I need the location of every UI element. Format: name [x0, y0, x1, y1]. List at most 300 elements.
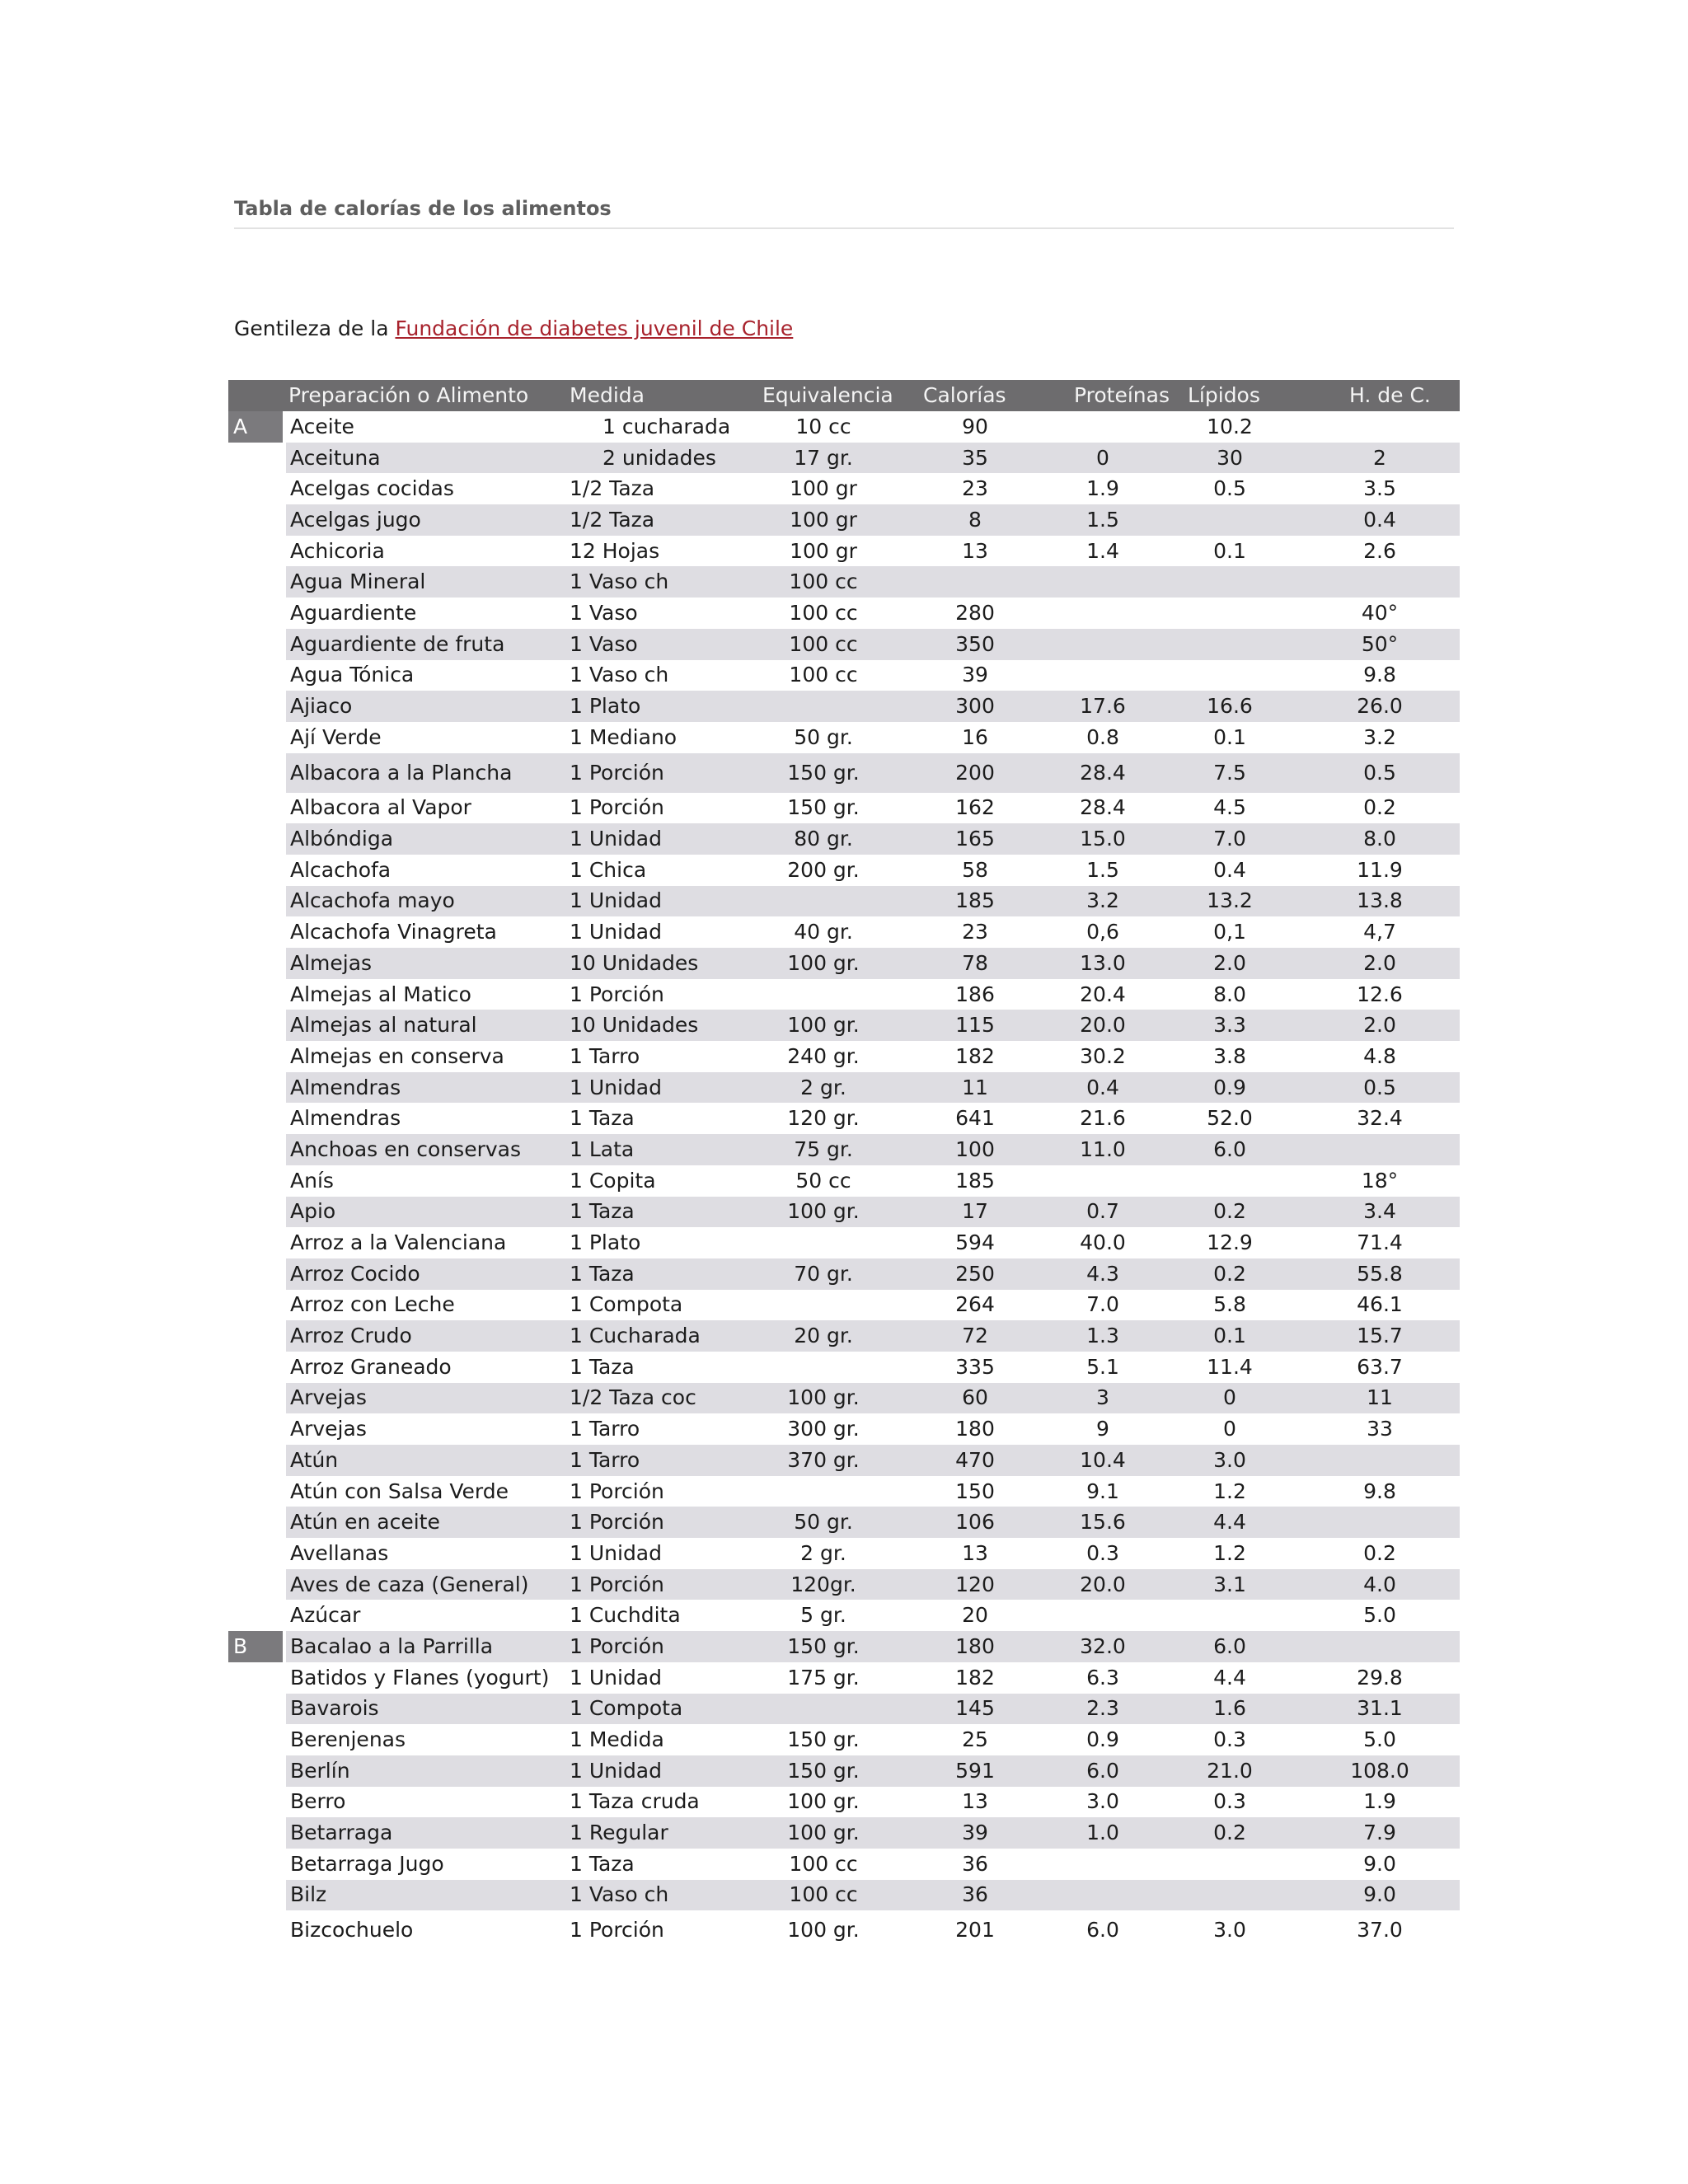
proteins-cell: 0.4 [1046, 1072, 1160, 1104]
calories-cell: 13 [962, 538, 988, 563]
carbohydrates-cell: 29.8 [1357, 1665, 1403, 1690]
table-row [228, 1041, 1460, 1072]
food-name-cell: Arroz a la Valenciana [290, 1230, 507, 1255]
lipids-cell: 3.8 [1213, 1043, 1246, 1068]
measure-cell: 10 Unidades [565, 948, 743, 979]
lipids-cell: 1.2 [1213, 1540, 1246, 1565]
equivalence-cell: 100 cc [789, 600, 858, 625]
equivalence-cell: 70 gr. [743, 1258, 904, 1290]
carbohydrates-cell [1300, 1631, 1460, 1662]
calorie-table [228, 380, 1460, 1950]
measure-cell: 1 Porción [565, 1569, 743, 1601]
lipids-cell: 3.0 [1213, 1918, 1246, 1943]
measure-cell: 1 Vaso ch [570, 663, 669, 687]
section-letter-cell [228, 629, 284, 660]
lipids-cell: 0.2 [1160, 1258, 1300, 1290]
calories-cell: 17 [904, 1197, 1046, 1228]
calories-cell: 335 [955, 1354, 995, 1379]
food-name-cell: Betarraga Jugo [290, 1851, 444, 1876]
proteins-cell: 0.7 [1046, 1197, 1160, 1228]
food-name-cell: Almendras [290, 1106, 401, 1131]
lipids-cell: 3.0 [1160, 1445, 1300, 1476]
lipids-cell: 4.4 [1160, 1507, 1300, 1538]
proteins-cell: 1.4 [1086, 538, 1119, 563]
measure-cell: 1 Tarro [570, 1043, 640, 1068]
proteins-cell: 17.6 [1046, 691, 1160, 722]
calories-cell: 35 [904, 443, 1046, 474]
lipids-cell: 0.1 [1213, 538, 1246, 563]
lipids-cell: 11.4 [1207, 1354, 1253, 1379]
measure-cell: 1 Porción [570, 982, 664, 1006]
lipids-cell: 0.2 [1160, 1817, 1300, 1849]
equivalence-cell: 150 gr. [787, 1727, 860, 1752]
carbohydrates-cell: 3.5 [1363, 476, 1396, 501]
measure-cell: 1 Cucharada [565, 1320, 743, 1352]
table-row [228, 1694, 1460, 1725]
table-header-row [228, 380, 1460, 411]
section-letter-cell [228, 1507, 284, 1538]
foundation-link[interactable]: Fundación de diabetes juvenil de Chile [395, 316, 794, 340]
measure-cell: 1 Copita [570, 1168, 656, 1193]
carbohydrates-cell: 40° [1361, 600, 1399, 625]
proteins-cell: 20.0 [1046, 1010, 1160, 1041]
proteins-cell: 32.0 [1046, 1631, 1160, 1662]
table-row [228, 660, 1460, 691]
carbohydrates-cell: 32.4 [1357, 1106, 1403, 1131]
section-letter-cell [228, 753, 284, 793]
header-equivalence: Equivalencia [743, 380, 904, 411]
calories-cell: 300 [904, 691, 1046, 722]
carbohydrates-cell: 9.8 [1363, 663, 1396, 687]
section-letter-cell [228, 1290, 284, 1321]
measure-cell: 1 Taza [570, 1851, 635, 1876]
table-row [228, 504, 1460, 536]
measure-cell: 1 Vaso [565, 629, 743, 660]
proteins-cell [1046, 1600, 1160, 1631]
section-letter-cell [228, 1413, 284, 1445]
section-letter-cell [228, 443, 284, 474]
measure-cell: 1 Plato [565, 691, 743, 722]
lipids-cell: 12.9 [1207, 1230, 1253, 1255]
carbohydrates-cell: 12.6 [1357, 982, 1403, 1006]
carbohydrates-cell: 5.0 [1363, 1603, 1396, 1628]
equivalence-cell: 10 cc [795, 414, 851, 438]
proteins-cell: 40.0 [1080, 1230, 1126, 1255]
food-name-cell: Alcachofa Vinagreta [290, 920, 497, 944]
lipids-cell [1160, 1849, 1300, 1880]
lipids-cell: 13.2 [1160, 886, 1300, 917]
measure-cell: 1 Compota [570, 1292, 683, 1317]
calories-cell [904, 566, 1046, 598]
table-row [228, 753, 1460, 793]
equivalence-cell: 40 gr. [794, 920, 853, 944]
calories-cell: 115 [904, 1010, 1046, 1041]
equivalence-cell: 100 gr. [743, 1197, 904, 1228]
proteins-cell: 20.0 [1046, 1569, 1160, 1601]
equivalence-cell [743, 1694, 904, 1725]
proteins-cell: 1.5 [1046, 504, 1160, 536]
food-name-cell: Albacora a la Plancha [284, 753, 565, 793]
measure-cell: 1 Chica [570, 857, 647, 882]
carbohydrates-cell: 31.1 [1300, 1694, 1460, 1725]
section-letter-cell [228, 1383, 284, 1414]
section-letter-cell [228, 473, 284, 504]
lipids-cell: 52.0 [1207, 1106, 1253, 1131]
calories-cell: 58 [962, 857, 988, 882]
equivalence-cell: 80 gr. [743, 823, 904, 855]
food-name-cell: Arroz Graneado [290, 1354, 452, 1379]
proteins-cell: 1.3 [1046, 1320, 1160, 1352]
measure-cell: 1 Mediano [570, 724, 678, 749]
food-name-cell: Acelgas jugo [284, 504, 565, 536]
carbohydrates-cell: 2.0 [1300, 948, 1460, 979]
equivalence-cell: 200 gr. [787, 857, 860, 882]
header-measure: Medida [565, 380, 743, 411]
food-name-cell: Apio [284, 1197, 565, 1228]
table-row [228, 722, 1460, 753]
calories-cell: 594 [955, 1230, 995, 1255]
measure-cell: 1 Medida [570, 1727, 664, 1752]
equivalence-cell: 100 gr. [743, 1010, 904, 1041]
table-body [228, 411, 1460, 1950]
carbohydrates-cell: 1.9 [1363, 1789, 1396, 1814]
calories-cell: 100 [904, 1134, 1046, 1165]
section-letter-cell [228, 660, 284, 691]
food-name-cell: Azúcar [290, 1603, 361, 1628]
calories-cell: 264 [955, 1292, 995, 1317]
proteins-cell: 28.4 [1080, 795, 1126, 820]
carbohydrates-cell: 50° [1300, 629, 1460, 660]
proteins-cell [1046, 1849, 1160, 1880]
equivalence-cell [743, 886, 904, 917]
food-name-cell: Bizcochuelo [290, 1918, 414, 1943]
equivalence-cell: 100 cc [743, 1880, 904, 1911]
equivalence-cell: 100 gr. [787, 1789, 860, 1814]
calories-cell: 145 [904, 1694, 1046, 1725]
calories-cell: 8 [904, 504, 1046, 536]
proteins-cell: 7.0 [1086, 1292, 1119, 1317]
carbohydrates-cell: 0.5 [1300, 753, 1460, 793]
equivalence-cell: 100 gr. [787, 1918, 860, 1943]
proteins-cell: 20.4 [1080, 982, 1126, 1006]
table-row [228, 598, 1460, 629]
proteins-cell: 30.2 [1080, 1043, 1126, 1068]
section-letter-cell [228, 1880, 284, 1911]
equivalence-cell: 100 gr [790, 476, 857, 501]
calories-cell: 201 [955, 1918, 995, 1943]
carbohydrates-cell: 4,7 [1363, 920, 1396, 944]
table-row [228, 1569, 1460, 1601]
measure-cell: 1 Vaso ch [565, 1880, 743, 1911]
lipids-cell: 7.0 [1160, 823, 1300, 855]
equivalence-cell: 120gr. [743, 1569, 904, 1601]
equivalence-cell [743, 979, 904, 1010]
proteins-cell: 10.4 [1046, 1445, 1160, 1476]
food-name-cell: Arroz Cocido [284, 1258, 565, 1290]
calories-cell: 182 [955, 1665, 995, 1690]
calories-cell: 162 [955, 795, 995, 820]
equivalence-cell: 50 cc [795, 1168, 851, 1193]
table-row [228, 473, 1460, 504]
lipids-cell: 0 [1160, 1383, 1300, 1414]
lipids-cell: 5.8 [1213, 1292, 1246, 1317]
measure-cell: 1 Lata [565, 1134, 743, 1165]
lipids-cell: 1.6 [1160, 1694, 1300, 1725]
table-row [228, 1631, 1460, 1662]
proteins-cell: 1.5 [1086, 857, 1119, 882]
courtesy-line [234, 315, 793, 343]
proteins-cell [1046, 566, 1160, 598]
measure-cell: 1 cucharada [603, 414, 731, 438]
table-row [228, 1072, 1460, 1104]
measure-cell: 1/2 Taza coc [565, 1383, 743, 1414]
lipids-cell [1160, 1165, 1300, 1197]
carbohydrates-cell: 3.4 [1300, 1197, 1460, 1228]
food-name-cell: Arvejas [290, 1417, 367, 1441]
measure-cell: 1 Porción [565, 753, 743, 793]
measure-cell: 1 Unidad [565, 886, 743, 917]
section-letter-cell [228, 1662, 284, 1694]
carbohydrates-cell: 4.0 [1300, 1569, 1460, 1601]
proteins-cell: 2.3 [1046, 1694, 1160, 1725]
calories-cell: 11 [904, 1072, 1046, 1104]
table-row [228, 793, 1460, 824]
calories-cell: 39 [904, 1817, 1046, 1849]
food-name-cell: Bacalao a la Parrilla [284, 1631, 565, 1662]
lipids-cell: 6.0 [1160, 1631, 1300, 1662]
measure-cell: 1 Tarro [570, 1417, 640, 1441]
table-row [228, 1290, 1460, 1321]
proteins-cell: 6.0 [1046, 1755, 1160, 1787]
proteins-cell: 11.0 [1046, 1134, 1160, 1165]
food-name-cell: Almejas en conserva [290, 1043, 504, 1068]
section-letter-cell [228, 1538, 284, 1569]
lipids-cell: 8.0 [1213, 982, 1246, 1006]
proteins-cell [1046, 598, 1160, 629]
header-calories: Calorías [904, 380, 1046, 411]
carbohydrates-cell: 0.5 [1300, 1072, 1460, 1104]
section-letter-cell [228, 1724, 284, 1755]
equivalence-cell: 150 gr. [743, 753, 904, 793]
equivalence-cell: 100 gr. [743, 948, 904, 979]
calories-cell: 470 [904, 1445, 1046, 1476]
measure-cell: 1 Plato [570, 1230, 641, 1255]
carbohydrates-cell: 0.2 [1363, 1540, 1396, 1565]
table-row [228, 1476, 1460, 1507]
carbohydrates-cell: 71.4 [1357, 1230, 1403, 1255]
table-row [228, 691, 1460, 722]
measure-cell: 1 Cuchdita [570, 1603, 681, 1628]
equivalence-cell: 120 gr. [787, 1106, 860, 1131]
document-title: Tabla de calorías de los alimentos [234, 194, 1454, 229]
calories-cell: 165 [904, 823, 1046, 855]
lipids-cell [1160, 504, 1300, 536]
food-name-cell: Arroz con Leche [290, 1292, 455, 1317]
food-name-cell: Aguardiente de fruta [284, 629, 565, 660]
food-name-cell: Anís [290, 1168, 334, 1193]
table-row [228, 1880, 1460, 1911]
measure-cell: 1 Unidad [565, 823, 743, 855]
measure-cell: 1 Vaso [570, 600, 638, 625]
measure-cell: 1 Regular [565, 1817, 743, 1849]
lipids-cell [1160, 566, 1300, 598]
table-row [228, 443, 1460, 474]
equivalence-cell: 2 gr. [743, 1072, 904, 1104]
equivalence-cell: 100 cc [743, 566, 904, 598]
section-letter-cell [228, 504, 284, 536]
section-letter-cell [228, 1600, 284, 1631]
section-letter-cell [228, 793, 284, 824]
food-name-cell: Atún [284, 1445, 565, 1476]
proteins-cell: 0.9 [1086, 1727, 1119, 1752]
carbohydrates-cell: 9.0 [1363, 1851, 1396, 1876]
calories-cell: 72 [904, 1320, 1046, 1352]
lipids-cell: 6.0 [1160, 1134, 1300, 1165]
lipids-cell [1160, 1880, 1300, 1911]
proteins-cell: 15.6 [1046, 1507, 1160, 1538]
equivalence-cell: 5 gr. [800, 1603, 846, 1628]
food-name-cell: Almejas [284, 948, 565, 979]
table-row [228, 1538, 1460, 1569]
table-row [228, 948, 1460, 979]
carbohydrates-cell: 15.7 [1300, 1320, 1460, 1352]
table-row [228, 566, 1460, 598]
table-row [228, 1227, 1460, 1258]
food-name-cell: Arvejas [284, 1383, 565, 1414]
lipids-cell: 0.3 [1213, 1789, 1246, 1814]
food-name-cell: Aves de caza (General) [284, 1569, 565, 1601]
section-letter-cell [228, 1227, 284, 1258]
calories-cell: 36 [962, 1851, 988, 1876]
calories-cell: 23 [962, 476, 988, 501]
carbohydrates-cell: 5.0 [1363, 1727, 1396, 1752]
measure-cell: 1 Vaso ch [565, 566, 743, 598]
table-row [228, 1600, 1460, 1631]
food-name-cell: Berenjenas [290, 1727, 406, 1752]
measure-cell: 1 Compota [565, 1694, 743, 1725]
lipids-cell: 21.0 [1160, 1755, 1300, 1787]
proteins-cell [1046, 1165, 1160, 1197]
measure-cell: 2 unidades [565, 443, 743, 474]
lipids-cell: 3.1 [1160, 1569, 1300, 1601]
calories-cell: 200 [904, 753, 1046, 793]
food-name-cell: Aceite [290, 414, 354, 438]
carbohydrates-cell: 63.7 [1357, 1354, 1403, 1379]
section-letter-cell [228, 1787, 284, 1818]
section-letter-cell [228, 823, 284, 855]
measure-cell: 1/2 Taza [570, 476, 655, 501]
section-letter-cell [228, 722, 284, 753]
measure-cell: 1 Taza [565, 1197, 743, 1228]
table-row [228, 1724, 1460, 1755]
carbohydrates-cell [1300, 411, 1460, 443]
calories-cell: 280 [955, 600, 995, 625]
calories-cell: 120 [904, 1569, 1046, 1601]
lipids-cell [1160, 1600, 1300, 1631]
measure-cell: 1 Porción [565, 1631, 743, 1662]
food-name-cell: Almendras [284, 1072, 565, 1104]
calories-cell: 25 [962, 1727, 988, 1752]
proteins-cell: 6.3 [1086, 1665, 1119, 1690]
section-letter-cell: B [228, 1631, 284, 1662]
measure-cell: 12 Hojas [570, 538, 660, 563]
section-letter-cell [228, 1197, 284, 1228]
measure-cell: 1 Unidad [570, 1540, 662, 1565]
section-letter-cell [228, 1103, 284, 1134]
proteins-cell: 5.1 [1086, 1354, 1119, 1379]
proteins-cell: 13.0 [1046, 948, 1160, 979]
proteins-cell: 1.0 [1046, 1817, 1160, 1849]
table-row [228, 1134, 1460, 1165]
header-proteins: Proteínas [1046, 380, 1160, 411]
equivalence-cell [743, 1352, 904, 1383]
equivalence-cell: 17 gr. [743, 443, 904, 474]
equivalence-cell [743, 691, 904, 722]
calories-cell: 591 [904, 1755, 1046, 1787]
measure-cell: 1 Porción [565, 1507, 743, 1538]
carbohydrates-cell [1300, 566, 1460, 598]
equivalence-cell: 175 gr. [787, 1665, 860, 1690]
calories-cell: 39 [962, 663, 988, 687]
food-name-cell: Aceituna [284, 443, 565, 474]
section-letter-cell [228, 1445, 284, 1476]
section-letter-cell [228, 855, 284, 886]
table-row [228, 1849, 1460, 1880]
carbohydrates-cell: 11.9 [1357, 857, 1403, 882]
equivalence-cell [743, 1476, 904, 1507]
calories-cell: 185 [955, 1168, 995, 1193]
equivalence-cell: 240 gr. [787, 1043, 860, 1068]
table-row [228, 411, 1460, 443]
table-row [228, 1507, 1460, 1538]
table-row [228, 1258, 1460, 1290]
table-row [228, 1817, 1460, 1849]
calories-cell: 182 [955, 1043, 995, 1068]
measure-cell: 1/2 Taza [565, 504, 743, 536]
equivalence-cell [743, 1290, 904, 1321]
calories-cell: 13 [962, 1789, 988, 1814]
measure-cell: 1 Porción [570, 1479, 664, 1503]
proteins-cell: 0.3 [1086, 1540, 1119, 1565]
section-letter-cell [228, 886, 284, 917]
carbohydrates-cell: 37.0 [1357, 1918, 1403, 1943]
section-letter-cell [228, 1849, 284, 1880]
food-name-cell: Achicoria [290, 538, 385, 563]
measure-cell: 1 Unidad [565, 1072, 743, 1104]
measure-cell: 1 Taza [570, 1106, 635, 1131]
section-letter-cell [228, 1258, 284, 1290]
equivalence-cell: 150 gr. [743, 1631, 904, 1662]
measure-cell: 1 Porción [570, 795, 664, 820]
table-row [228, 629, 1460, 660]
lipids-cell: 10.2 [1207, 414, 1253, 438]
table-row [228, 1165, 1460, 1197]
carbohydrates-cell: 13.8 [1300, 886, 1460, 917]
proteins-cell: 9 [1096, 1417, 1109, 1441]
food-name-cell: Albóndiga [284, 823, 565, 855]
table-row [228, 1662, 1460, 1694]
calories-cell: 23 [962, 920, 988, 944]
proteins-cell: 4.3 [1046, 1258, 1160, 1290]
proteins-cell: 6.0 [1086, 1918, 1119, 1943]
section-letter-cell [228, 1569, 284, 1601]
table-row [228, 1320, 1460, 1352]
carbohydrates-cell: 2.6 [1363, 538, 1396, 563]
carbohydrates-cell: 2.0 [1300, 1010, 1460, 1041]
lipids-cell [1160, 629, 1300, 660]
section-letter-cell [228, 1476, 284, 1507]
lipids-cell: 4.4 [1213, 1665, 1246, 1690]
